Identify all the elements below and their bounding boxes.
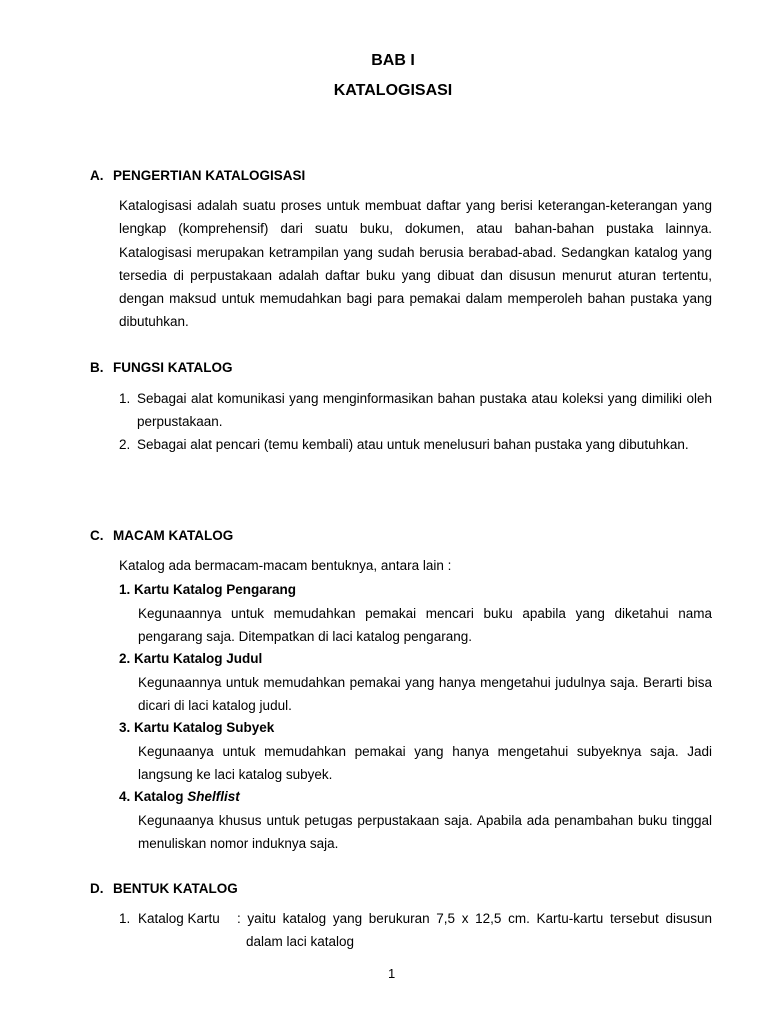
list-item [119,433,712,456]
section-a-paragraph: Katalogisasi adalah suatu proses untuk membuat daftar yang berisi keterangan-keterangan yang lengkap (komprehensif) dari suatu buku, dokumen, atau bahan-bahan pustaka lainnya. Katalogisasi merupakan ketrampilan yang sudah berusia berabad-abad. Sedangkan katalog yang tersedia di perpustakaan adalah daftar buku yang dibuat dan disusun menurut aturan tertentu, dengan maksud untuk memudahkan bagi para pemakai dalam memperoleh bahan pustaka yang dibutuhkan. [119,198,712,330]
form-item-number: 1. [119,911,131,926]
catalog-type-title: 1. Kartu Katalog Pengarang [119,582,297,597]
page-number: 1 [388,966,396,981]
section-b-heading [90,360,233,375]
chapter-subtitle: KATALOGISASI [333,82,453,99]
section-a-title: PENGERTIAN KATALOGISASI [113,168,306,183]
list-item [119,387,712,433]
list-item-text: Sebagai alat pencari (temu kembali) atau untuk menelusuri bahan pustaka yang dibutuhkan. [137,437,689,452]
list-item-text: Sebagai alat komunikasi yang menginformasikan bahan pustaka atau koleksi yang dimiliki oleh perpustakaan. [137,391,712,429]
section-a-letter: A. [90,168,104,183]
catalog-type-description: Kegunaannya untuk memudahkan pemakai mencari buku apabila yang diketahui nama pengarang saja. Ditempatkan di laci katalog pengarang. [138,606,712,644]
catalog-type-title: 3. Kartu Katalog Subyek [119,720,275,735]
section-a-heading [90,168,305,183]
catalog-type-title-italic: Shelflist [187,789,240,804]
section-c-intro: Katalog ada bermacam-macam bentuknya, antara lain : [119,558,452,573]
section-d-title: BENTUK KATALOG [113,881,238,896]
section-c-heading [90,528,233,543]
list-item-number: 1. [119,391,131,406]
section-c-letter: C. [90,528,104,543]
catalog-type-title-prefix: 4. Katalog [119,789,188,804]
catalog-type-description: Kegunaannya untuk memudahkan pemakai yang hanya mengetahui judulnya saja. Berarti bisa dicari di laci katalog judul. [138,675,712,713]
catalog-type-title: 2. Kartu Katalog Judul [119,651,263,666]
section-d-letter: D. [90,881,104,896]
section-d-heading [90,881,238,896]
list-item-number: 2. [119,437,131,452]
form-item-description-continued: dalam laci katalog [246,934,355,949]
chapter-title: BAB I [371,52,415,69]
catalog-type-title [119,789,240,804]
catalog-type-description: Kegunaanya khusus untuk petugas perpustakaan saja. Apabila ada penambahan buku tinggal menuliskan nomor induknya saja. [138,813,712,851]
form-item-description: : yaitu katalog yang berukuran 7,5 x 12,5 cm. Kartu-kartu tersebut disusun [237,911,712,926]
catalog-type-description: Kegunaanya untuk memudahkan pemakai yang hanya mengetahui subyeknya saja. Jadi langsung ke laci katalog subyek. [138,744,712,782]
form-item-label: Katalog Kartu [138,911,220,926]
section-c-title: MACAM KATALOG [113,528,234,543]
section-b-letter: B. [90,360,104,375]
section-b-title: FUNGSI KATALOG [113,360,233,375]
